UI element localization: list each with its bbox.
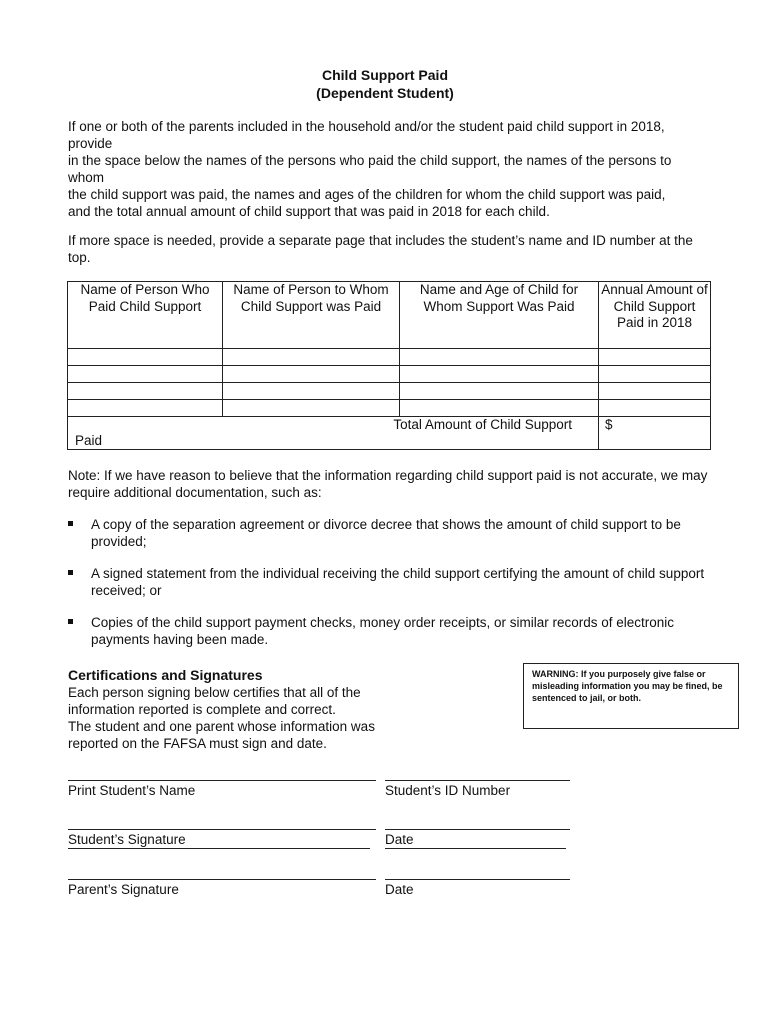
header-payee: Name of Person to Whom Child Support was Paid	[223, 282, 400, 349]
payee-cell[interactable]	[223, 400, 400, 417]
list-item-text: Copies of the child support payment checks, money order receipts, or similar records of electronic payments having been made.	[91, 615, 675, 647]
child-cell[interactable]	[400, 349, 599, 366]
print-name-label: Print Student’s Name	[68, 783, 196, 798]
table-header-row	[68, 282, 711, 349]
signature-underline	[68, 848, 370, 849]
payer-cell[interactable]	[68, 400, 223, 417]
amount-cell[interactable]	[599, 400, 711, 417]
parent-signature-label: Parent’s Signature	[68, 882, 179, 897]
intro-paragraph	[68, 118, 708, 220]
intro-line: the child support was paid, the names and ages of the children for whom the child support was paid,	[68, 187, 666, 202]
date-label: Date	[385, 882, 414, 897]
payer-cell[interactable]	[68, 366, 223, 383]
space-note: If more space is needed, provide a separate page that includes the student’s name and ID number at the top.	[68, 233, 693, 265]
warning-box: WARNING: If you purposely give false or misleading information you may be fined, be sentenced to jail, or both.	[523, 663, 739, 729]
intro-line: If one or both of the parents included in the household and/or the student paid child support in 2018, provide	[68, 119, 665, 151]
parent-signature-line[interactable]	[68, 879, 376, 880]
certifications-body	[68, 684, 398, 752]
page-subtitle: (Dependent Student)	[316, 85, 454, 101]
table-row	[68, 349, 711, 366]
documentation-list	[68, 516, 708, 663]
total-label-cell	[68, 417, 599, 450]
certifications-text: The student and one parent whose information was reported on the FAFSA must sign and date.	[68, 719, 375, 751]
child-cell[interactable]	[400, 400, 599, 417]
payee-cell[interactable]	[223, 366, 400, 383]
total-amount-field[interactable]: $	[599, 417, 711, 450]
child-cell[interactable]	[400, 366, 599, 383]
total-label-cont: Paid	[75, 432, 103, 448]
student-id-line[interactable]	[385, 780, 570, 781]
note-paragraph: Note: If we have reason to believe that the information regarding child support paid is not accurate, we may require additional documentation, such as:	[68, 468, 708, 500]
payee-cell[interactable]	[223, 349, 400, 366]
student-signature-label: Student’s Signature	[68, 832, 186, 847]
student-signature-line[interactable]	[68, 829, 376, 830]
table-row	[68, 400, 711, 417]
table-row	[68, 366, 711, 383]
total-row	[68, 417, 711, 450]
student-id-label: Student’s ID Number	[385, 783, 511, 798]
header-amount: Annual Amount of Child Support Paid in 2018	[599, 282, 711, 349]
certifications-heading: Certifications and Signatures	[68, 667, 263, 683]
amount-cell[interactable]	[599, 349, 711, 366]
payer-cell[interactable]	[68, 349, 223, 366]
page-title: Child Support Paid	[322, 67, 448, 83]
list-item-text: A copy of the separation agreement or divorce decree that shows the amount of child support to be provided;	[91, 517, 681, 549]
intro-line: in the space below the names of the persons who paid the child support, the names of the persons to whom	[68, 153, 672, 185]
certifications-text: Each person signing below certifies that all of the information reported is complete and correct.	[68, 685, 361, 717]
amount-cell[interactable]	[599, 366, 711, 383]
list-item	[68, 614, 708, 648]
bullet-icon	[68, 570, 73, 575]
date-underline	[385, 848, 566, 849]
list-item	[68, 516, 708, 550]
date-line[interactable]	[385, 829, 570, 830]
table-row	[68, 383, 711, 400]
header-payer: Name of Person Who Paid Child Support	[68, 282, 223, 349]
amount-cell[interactable]	[599, 383, 711, 400]
payer-cell[interactable]	[68, 383, 223, 400]
date-label: Date	[385, 832, 414, 847]
intro-line: and the total annual amount of child support that was paid in 2018 for each child.	[68, 204, 550, 219]
bullet-icon	[68, 521, 73, 526]
total-label: Total Amount of Child Support	[393, 417, 572, 432]
header-child: Name and Age of Child for Whom Support Was Paid	[400, 282, 599, 349]
payee-cell[interactable]	[223, 383, 400, 400]
child-cell[interactable]	[400, 383, 599, 400]
print-name-line[interactable]	[68, 780, 376, 781]
list-item-text: A signed statement from the individual receiving the child support certifying the amount of child support received; or	[91, 566, 705, 598]
list-item	[68, 565, 708, 599]
child-support-table	[67, 281, 711, 450]
date-line[interactable]	[385, 879, 570, 880]
bullet-icon	[68, 619, 73, 624]
